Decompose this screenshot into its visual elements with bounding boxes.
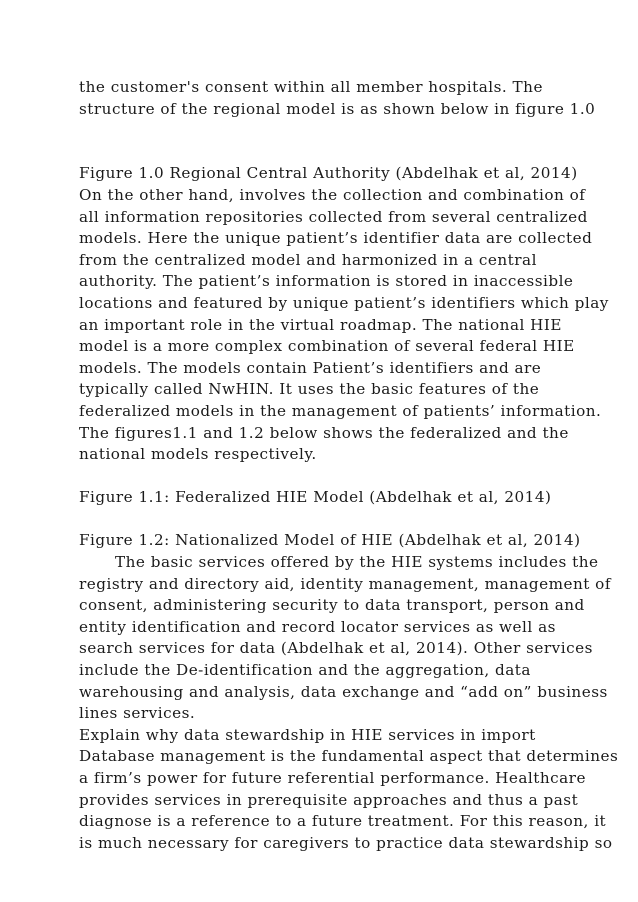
text-line: consent, administering security to data transport, person and [79, 596, 585, 615]
text-line: entity identification and record locator services as well as [79, 617, 556, 636]
blank-line [79, 120, 579, 142]
text-line: diagnose is a reference to a future treatment. For this reason, it [79, 812, 607, 831]
text-line: an important role in the virtual roadmap. The national HIE [79, 315, 563, 334]
text-line: registry and directory aid, identity management, management of [79, 574, 611, 593]
text-line: federalized models in the management of patients’ information. [79, 401, 602, 420]
text-line: On the other hand, involves the collection and combination of [79, 185, 586, 204]
text-line: national models respectively. [79, 445, 317, 464]
text-line: from the centralized model and harmonized in a central [79, 250, 537, 269]
text-line: warehousing and analysis, data exchange and “add on” business [79, 682, 608, 701]
text-line: all information repositories collected from several centralized [79, 207, 588, 226]
text-line: lines services. [79, 704, 196, 723]
figure-caption-1-2: Figure 1.2: Nationalized Model of HIE (Abdelhak et al, 2014) [79, 531, 581, 550]
document-body [79, 77, 619, 854]
blank-line [79, 142, 579, 164]
text-line: search services for data (Abdelhak et al, 2014). Other services [79, 639, 593, 658]
text-line: structure of the regional model is as shown below in figure 1.0 [79, 99, 596, 118]
text-line: authority. The patient’s information is stored in inaccessible [79, 272, 574, 291]
text-line: include the De-identification and the aggregation, data [79, 661, 531, 680]
blank-line [79, 509, 579, 531]
text-line: is much necessary for caregivers to practice data stewardship so [79, 833, 613, 852]
text-line: The basic services offered by the HIE systems includes the [115, 553, 599, 572]
figure-caption-1-1: Figure 1.1: Federalized HIE Model (Abdelhak et al, 2014) [79, 488, 552, 507]
text-line: models. Here the unique patient’s identifier data are collected [79, 229, 593, 248]
text-line: model is a more complex combination of several federal HIE [79, 337, 575, 356]
text-line: models. The models contain Patient’s identifiers and are [79, 358, 542, 377]
text-line: Database management is the fundamental aspect that determines [79, 747, 619, 766]
text-line: typically called NwHIN. It uses the basic features of the [79, 380, 540, 399]
text-line: The figures1.1 and 1.2 below shows the federalized and the [79, 423, 569, 442]
figure-caption-1-0: Figure 1.0 Regional Central Authority (Abdelhak et al, 2014) [79, 164, 578, 183]
blank-line [79, 466, 579, 488]
text-line: provides services in prerequisite approaches and thus a past [79, 790, 579, 809]
section-heading: Explain why data stewardship in HIE services in import [79, 725, 536, 744]
text-line: the customer's consent within all member hospitals. The [79, 78, 543, 96]
text-line: locations and featured by unique patient’s identifiers which play [79, 293, 609, 312]
text-line: a firm’s power for future referential performance. Healthcare [79, 769, 586, 787]
